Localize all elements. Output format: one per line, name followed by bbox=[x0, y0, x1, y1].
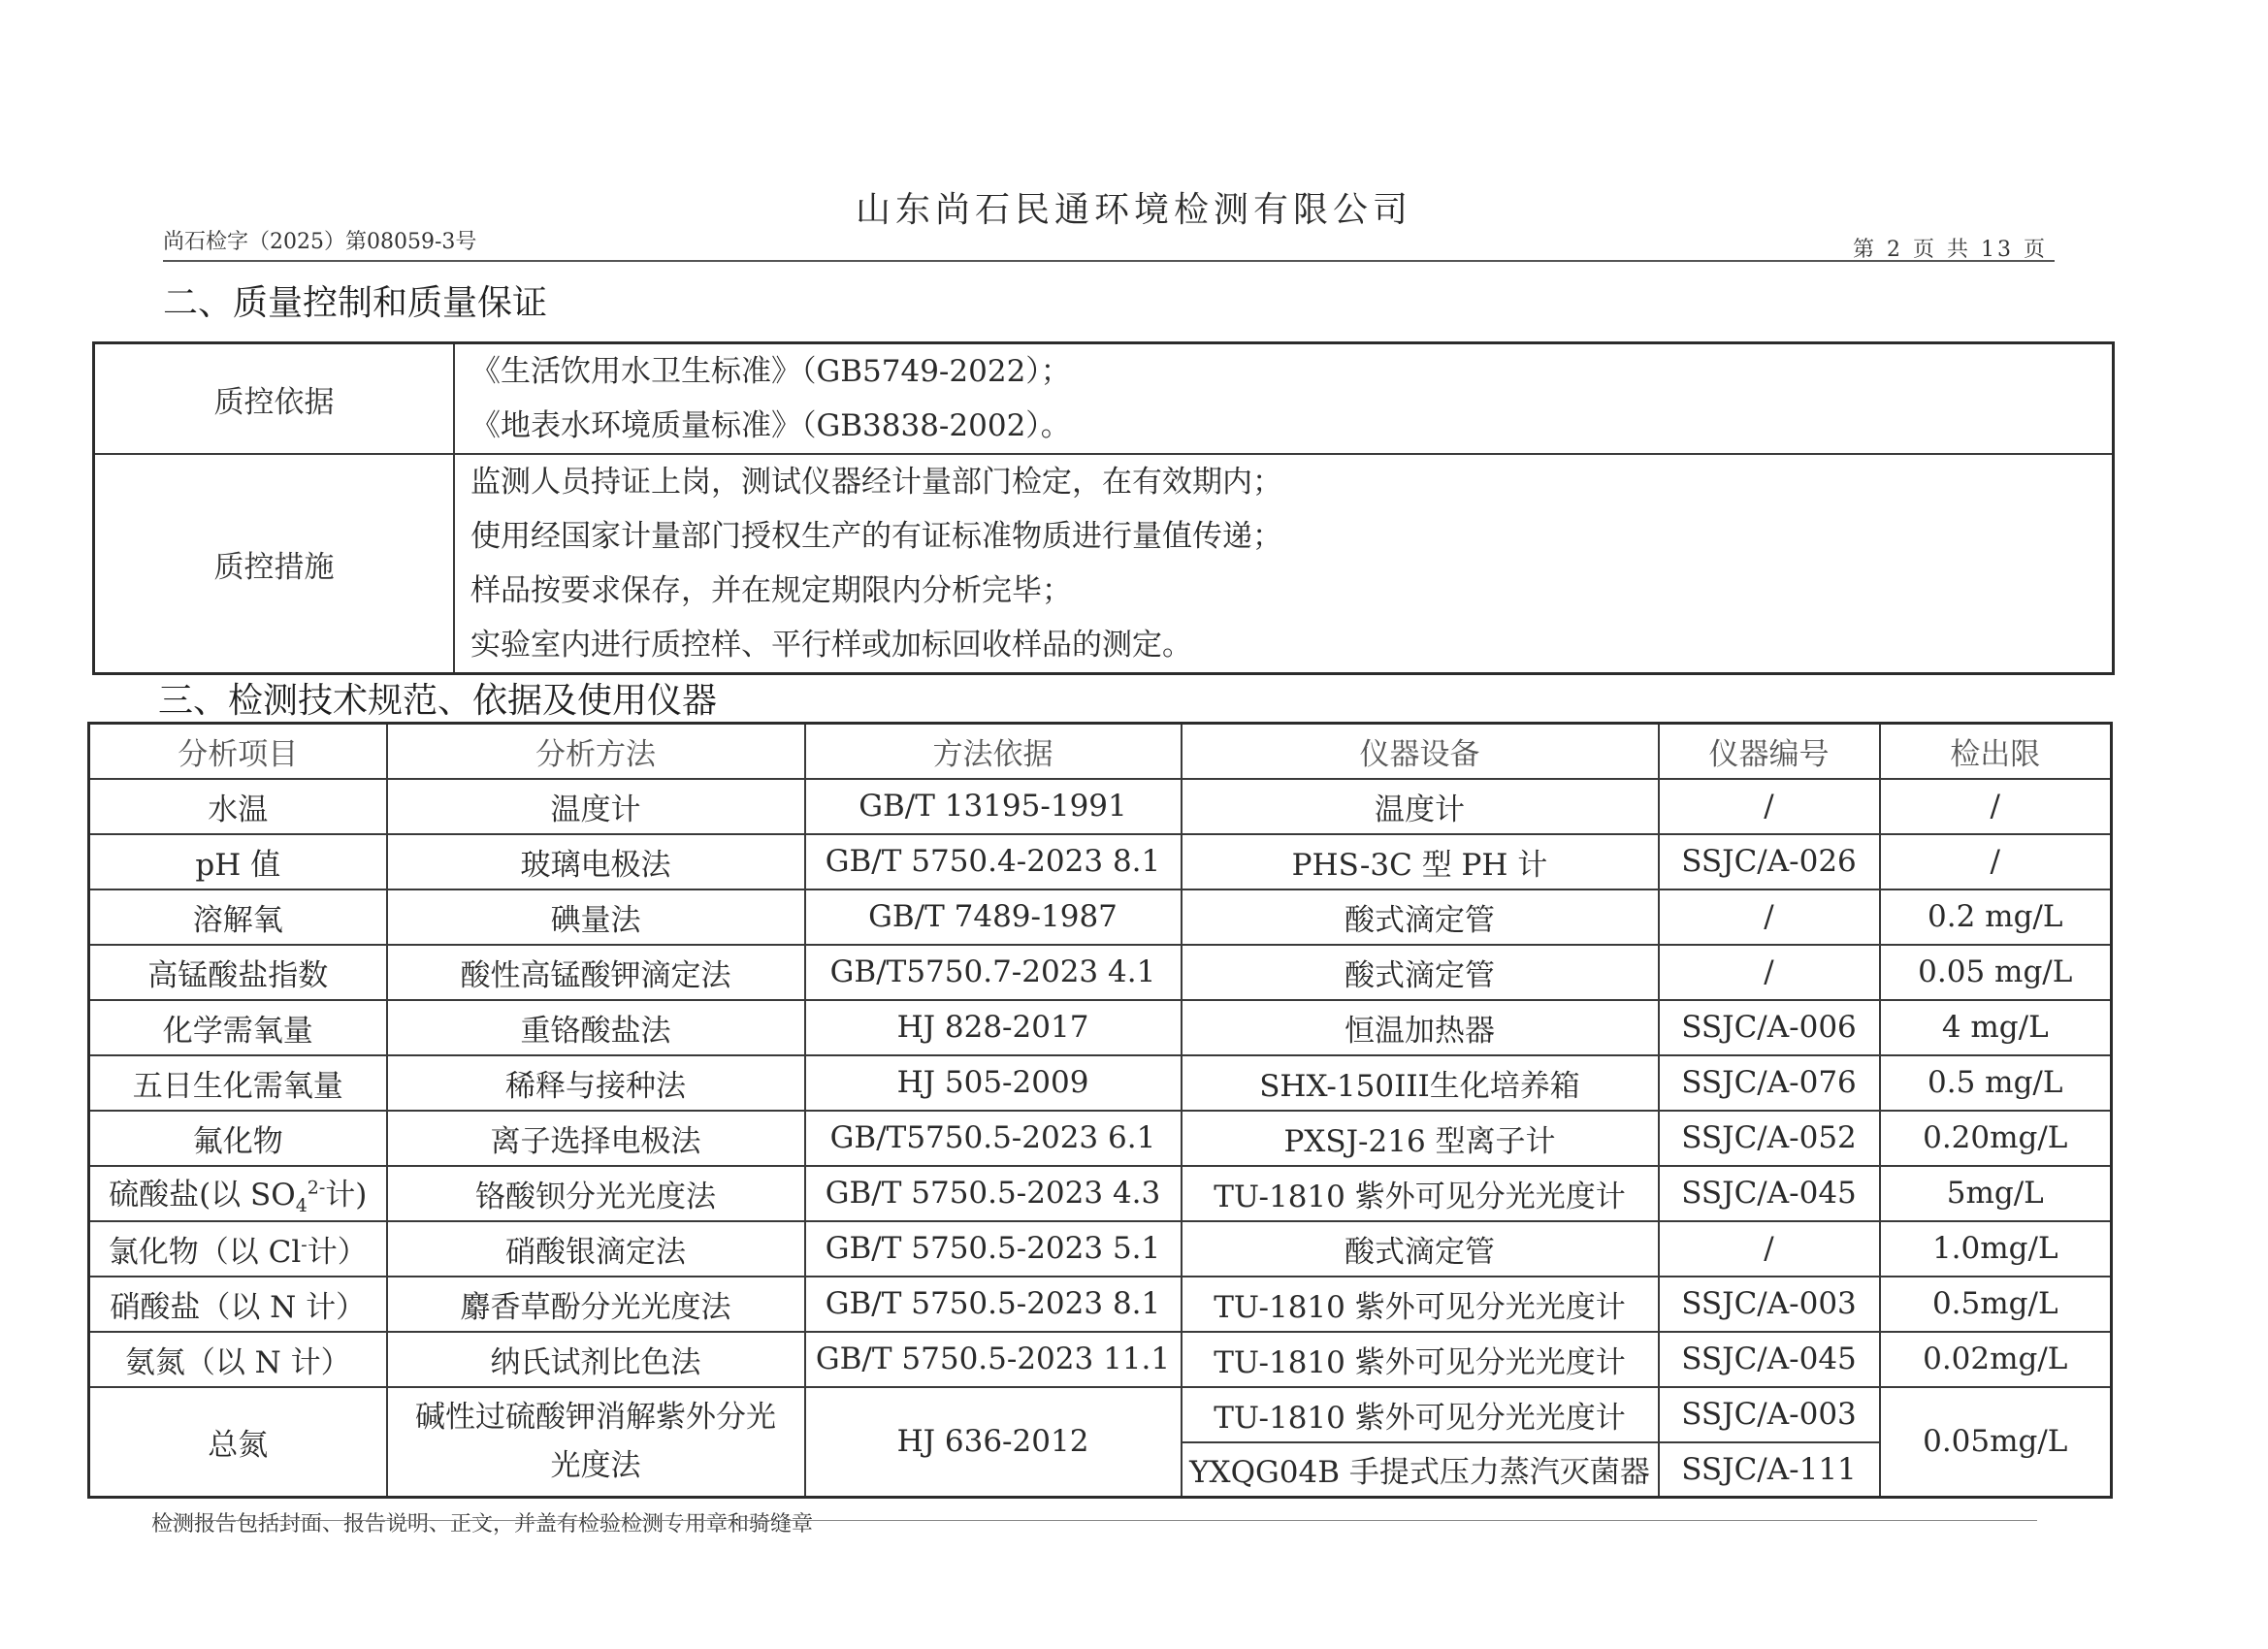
cell-item: 高锰酸盐指数 bbox=[89, 945, 387, 1000]
cell-instrument: PHS-3C 型 PH 计 bbox=[1182, 834, 1659, 889]
table-row bbox=[89, 1332, 2112, 1387]
cell-method: 离子选择电极法 bbox=[387, 1111, 805, 1166]
cell-method: 硝酸银滴定法 bbox=[387, 1221, 805, 1277]
cell-limit: 5mg/L bbox=[1880, 1166, 2112, 1221]
table-row bbox=[89, 945, 2112, 1000]
table-row bbox=[89, 1111, 2112, 1166]
cell-code: SSJC/A-006 bbox=[1659, 1000, 1880, 1055]
cell-method: 碱性过硫酸钾消解紫外分光光度法 bbox=[387, 1387, 805, 1498]
table-row bbox=[89, 1277, 2112, 1332]
cell-limit: 0.5mg/L bbox=[1880, 1277, 2112, 1332]
col-header-instrument: 仪器设备 bbox=[1182, 724, 1659, 779]
cell-method: 麝香草酚分光光度法 bbox=[387, 1277, 805, 1332]
col-header-code: 仪器编号 bbox=[1659, 724, 1880, 779]
cell-item: 水温 bbox=[89, 779, 387, 834]
cell-instrument: TU-1810 紫外可见分光光度计 bbox=[1182, 1166, 1659, 1221]
cell-item: 化学需氧量 bbox=[89, 1000, 387, 1055]
item-text: 氯化物（以 Cl bbox=[108, 1234, 302, 1270]
table-row bbox=[89, 1055, 2112, 1111]
cell-instrument: PXSJ-216 型离子计 bbox=[1182, 1111, 1659, 1166]
cell-basis: GB/T 5750.4-2023 8.1 bbox=[805, 834, 1182, 889]
cell-instrument: 酸式滴定管 bbox=[1182, 945, 1659, 1000]
cell-limit: 0.20mg/L bbox=[1880, 1111, 2112, 1166]
table-row bbox=[89, 834, 2112, 889]
cell-limit: 0.05 mg/L bbox=[1880, 945, 2112, 1000]
cell-method: 铬酸钡分光光度法 bbox=[387, 1166, 805, 1221]
qc-row-basis bbox=[94, 343, 2114, 455]
cell-instrument: 酸式滴定管 bbox=[1182, 889, 1659, 945]
qc-row-measures bbox=[94, 454, 2114, 674]
qc-content-basis bbox=[454, 343, 2114, 455]
cell-method: 稀释与接种法 bbox=[387, 1055, 805, 1111]
subscript: 4 bbox=[295, 1195, 308, 1217]
page-indicator: 第 2 页 共 13 页 bbox=[1853, 238, 2048, 262]
cell-limit: / bbox=[1880, 834, 2112, 889]
section3-title: 三、检测技术规范、依据及使用仪器 bbox=[158, 681, 718, 721]
col-header-limit: 检出限 bbox=[1880, 724, 2112, 779]
cell-method: 碘量法 bbox=[387, 889, 805, 945]
cell-code: SSJC/A-026 bbox=[1659, 834, 1880, 889]
cell-basis: GB/T5750.5-2023 6.1 bbox=[805, 1111, 1182, 1166]
cell-item: 溶解氧 bbox=[89, 889, 387, 945]
cell-code: SSJC/A-003 bbox=[1659, 1277, 1880, 1332]
qc-measure-line: 样品按要求保存，并在规定期限内分析完毕； bbox=[470, 573, 1072, 608]
qc-content-measures bbox=[454, 454, 2114, 674]
cell-instrument: 酸式滴定管 bbox=[1182, 1221, 1659, 1277]
cell-code: SSJC/A-045 bbox=[1659, 1166, 1880, 1221]
cell-basis: GB/T 5750.5-2023 11.1 bbox=[805, 1332, 1182, 1387]
cell-code: SSJC/A-045 bbox=[1659, 1332, 1880, 1387]
cell-item: 硝酸盐（以 N 计） bbox=[89, 1277, 387, 1332]
cell-method: 温度计 bbox=[387, 779, 805, 834]
cell-code: SSJC/A-052 bbox=[1659, 1111, 1880, 1166]
method-table-header bbox=[89, 724, 2112, 779]
cell-limit: / bbox=[1880, 779, 2112, 834]
cell-method: 玻璃电极法 bbox=[387, 834, 805, 889]
qc-basis-line: 《地表水环境质量标准》（GB3838-2002）。 bbox=[470, 408, 1071, 443]
cell-item: 氨氮（以 N 计） bbox=[89, 1332, 387, 1387]
cell-basis: GB/T 5750.5-2023 5.1 bbox=[805, 1221, 1182, 1277]
quality-control-table bbox=[92, 341, 2115, 675]
cell-method: 酸性高锰酸钾滴定法 bbox=[387, 945, 805, 1000]
header-rule bbox=[163, 260, 2055, 262]
section2-title: 二、质量控制和质量保证 bbox=[163, 283, 548, 323]
cell-basis: HJ 505-2009 bbox=[805, 1055, 1182, 1111]
cell-basis: HJ 636-2012 bbox=[805, 1387, 1182, 1498]
cell-method: 纳氏试剂比色法 bbox=[387, 1332, 805, 1387]
cell-basis: GB/T 13195-1991 bbox=[805, 779, 1182, 834]
col-header-method: 分析方法 bbox=[387, 724, 805, 779]
qc-basis-line: 《生活饮用水卫生标准》（GB5749-2022）； bbox=[470, 354, 1071, 389]
table-row bbox=[89, 1166, 2112, 1221]
cell-instrument: TU-1810 紫外可见分光光度计 bbox=[1182, 1387, 1659, 1442]
col-header-basis: 方法依据 bbox=[805, 724, 1182, 779]
qc-label-measures: 质控措施 bbox=[94, 454, 455, 674]
cell-basis: GB/T5750.7-2023 4.1 bbox=[805, 945, 1182, 1000]
cell-basis: HJ 828-2017 bbox=[805, 1000, 1182, 1055]
cell-item: 氟化物 bbox=[89, 1111, 387, 1166]
superscript: - bbox=[301, 1234, 308, 1256]
cell-limit: 0.5 mg/L bbox=[1880, 1055, 2112, 1111]
cell-item: 总氮 bbox=[89, 1387, 387, 1498]
table-row bbox=[89, 889, 2112, 945]
superscript: 2- bbox=[307, 1177, 326, 1199]
cell-instrument: YXQG04B 手提式压力蒸汽灭菌器 bbox=[1182, 1442, 1659, 1498]
cell-limit: 0.05mg/L bbox=[1880, 1387, 2112, 1498]
qc-measure-line: 监测人员持证上岗，测试仪器经计量部门检定，在有效期内； bbox=[470, 465, 1282, 500]
table-row bbox=[89, 1221, 2112, 1277]
qc-label-basis: 质控依据 bbox=[94, 343, 455, 455]
item-text: 计） bbox=[307, 1234, 368, 1270]
table-row bbox=[89, 779, 2112, 834]
item-text: 计) bbox=[325, 1177, 368, 1212]
cell-code: SSJC/A-003 bbox=[1659, 1387, 1880, 1442]
cell-instrument: TU-1810 紫外可见分光光度计 bbox=[1182, 1332, 1659, 1387]
company-name: 山东尚石民通环境检测有限公司 bbox=[855, 190, 1412, 230]
report-number: 尚石检字（2025）第08059-3号 bbox=[163, 230, 477, 254]
cell-method: 重铬酸盐法 bbox=[387, 1000, 805, 1055]
cell-basis: GB/T 5750.5-2023 8.1 bbox=[805, 1277, 1182, 1332]
qc-measure-line: 使用经国家计量部门授权生产的有证标准物质进行量值传递； bbox=[470, 519, 1282, 554]
cell-code: / bbox=[1659, 779, 1880, 834]
cell-limit: 1.0mg/L bbox=[1880, 1221, 2112, 1277]
cell-code: / bbox=[1659, 889, 1880, 945]
method-table bbox=[87, 722, 2113, 1499]
cell-instrument: TU-1810 紫外可见分光光度计 bbox=[1182, 1277, 1659, 1332]
footer-note: 检测报告包括封面、报告说明、正文，并盖有检验检测专用章和骑缝章 bbox=[151, 1512, 814, 1536]
cell-code: / bbox=[1659, 945, 1880, 1000]
cell-instrument: 恒温加热器 bbox=[1182, 1000, 1659, 1055]
cell-instrument: SHX-150III生化培养箱 bbox=[1182, 1055, 1659, 1111]
cell-code: SSJC/A-111 bbox=[1659, 1442, 1880, 1498]
cell-instrument: 温度计 bbox=[1182, 779, 1659, 834]
item-text: 硫酸盐(以 SO bbox=[109, 1177, 296, 1212]
table-row bbox=[89, 1387, 2112, 1442]
cell-code: / bbox=[1659, 1221, 1880, 1277]
cell-item: 五日生化需氧量 bbox=[89, 1055, 387, 1111]
cell-basis: GB/T 5750.5-2023 4.3 bbox=[805, 1166, 1182, 1221]
cell-code: SSJC/A-076 bbox=[1659, 1055, 1880, 1111]
cell-limit: 0.2 mg/L bbox=[1880, 889, 2112, 945]
cell-limit: 0.02mg/L bbox=[1880, 1332, 2112, 1387]
table-row bbox=[89, 1000, 2112, 1055]
cell-item: pH 值 bbox=[89, 834, 387, 889]
qc-measure-line: 实验室内进行质控样、平行样或加标回收样品的测定。 bbox=[470, 628, 1192, 663]
cell-basis: GB/T 7489-1987 bbox=[805, 889, 1182, 945]
cell-limit: 4 mg/L bbox=[1880, 1000, 2112, 1055]
cell-item bbox=[89, 1221, 387, 1277]
footer-rule bbox=[155, 1520, 2037, 1521]
cell-item bbox=[89, 1166, 387, 1221]
col-header-item: 分析项目 bbox=[89, 724, 387, 779]
